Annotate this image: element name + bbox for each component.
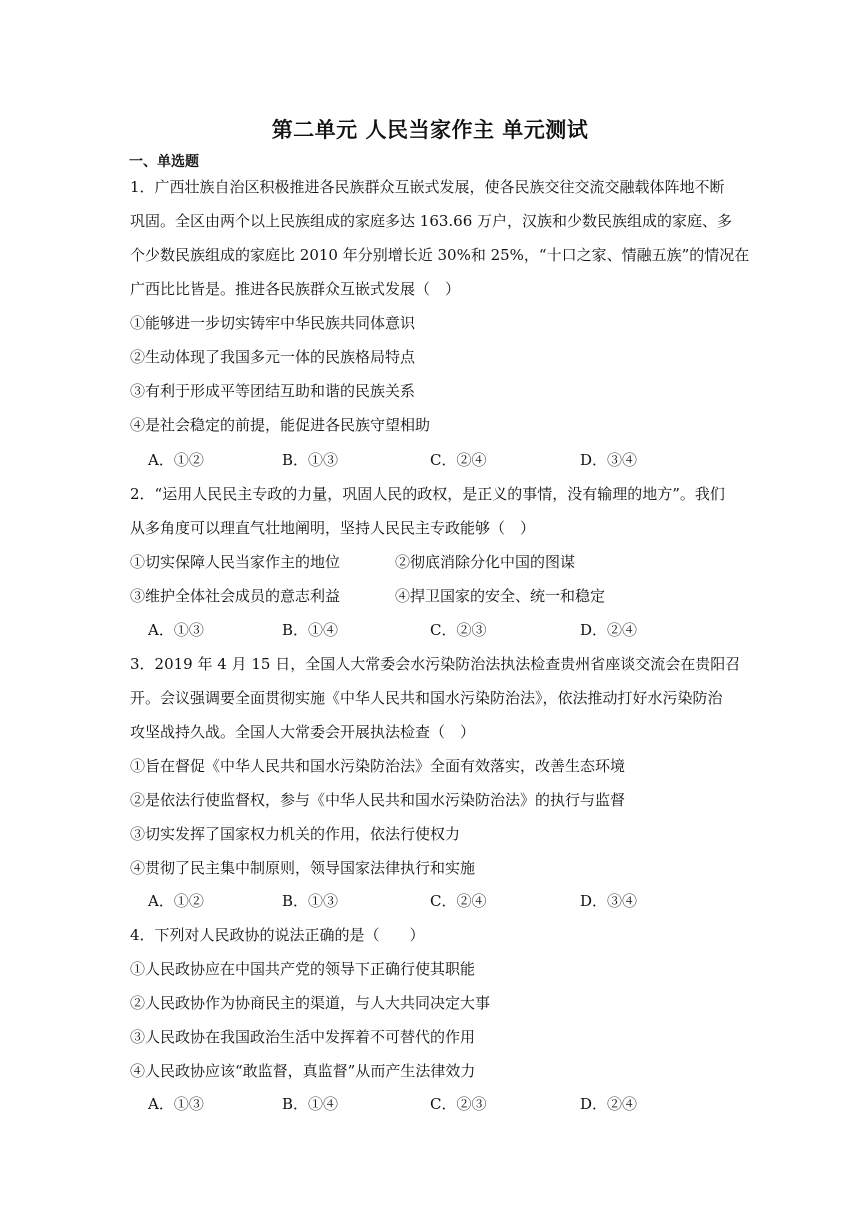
question-3-option-d[interactable]: D．③④: [580, 892, 638, 910]
question-3-item: ③切实发挥了国家权力机关的作用，依法行使权力: [130, 825, 461, 843]
question-4-item: ①人民政协应在中国共产党的领导下正确行使其职能: [130, 960, 476, 978]
question-2-item: ④捍卫国家的安全、统一和稳定: [395, 587, 606, 605]
question-2-option-c[interactable]: C．②③: [430, 621, 487, 639]
question-2-option-a[interactable]: A．①③: [148, 621, 204, 639]
page-title: 第二单元 人民当家作主 单元测试: [271, 118, 589, 142]
question-3-option-c[interactable]: C．②④: [430, 892, 487, 910]
question-2-option-d[interactable]: D．②④: [580, 621, 638, 639]
question-1-stem-line: 个少数民族组成的家庭比 2010 年分别增长近 30%和 25%，“十口之家、情融五族”的情况在: [130, 246, 750, 264]
question-3-option-a[interactable]: A．①②: [148, 892, 204, 910]
question-1-stem-line: 巩固。全区由两个以上民族组成的家庭多达 163.66 万户，汉族和少数民族组成的家庭、多: [130, 212, 733, 230]
question-4-item: ②人民政协作为协商民主的渠道，与人大共同决定大事: [130, 994, 491, 1012]
question-2-item: ②彻底消除分化中国的图谋: [395, 553, 576, 571]
question-1-item: ④是社会稳定的前提，能促进各民族守望相助: [130, 416, 431, 434]
question-2-item: ③维护全体社会成员的意志利益: [130, 587, 341, 605]
question-1-item: ②生动体现了我国多元一体的民族格局特点: [130, 348, 416, 366]
question-2-stem-line: 2．“运用人民民主专政的力量，巩固人民的政权，是正义的事情，没有输理的地方”。我们: [130, 485, 725, 503]
question-1-stem-line: 广西比比皆是。推进各民族群众互嵌式发展（ ）: [130, 280, 461, 298]
question-1-option-d[interactable]: D．③④: [580, 451, 638, 469]
question-1-option-c[interactable]: C．②④: [430, 451, 487, 469]
question-1-stem-line: 1．广西壮族自治区积极推进各民族群众互嵌式发展，使各民族交往交流交融载体阵地不断: [130, 178, 725, 196]
question-4-item: ③人民政协在我国政治生活中发挥着不可替代的作用: [130, 1028, 476, 1046]
question-4-option-c[interactable]: C．②③: [430, 1095, 487, 1113]
question-3-item: ②是依法行使监督权，参与《中华人民共和国水污染防治法》的执行与监督: [130, 791, 626, 809]
question-4-stem-line: 4．下列对人民政协的说法正确的是（ ）: [130, 926, 425, 944]
question-1-item: ③有利于形成平等团结互助和谐的民族关系: [130, 382, 416, 400]
section-heading: 一、单选题: [129, 154, 199, 170]
question-1-option-b[interactable]: B．①③: [282, 451, 339, 469]
question-2-stem-line: 从多角度可以理直气壮地阐明，坚持人民民主专政能够（ ）: [130, 519, 536, 537]
question-3-option-b[interactable]: B．①③: [282, 892, 339, 910]
question-3-stem-line: 3．2019 年 4 月 15 日，全国人大常委会水污染防治法执法检查贵州省座谈交流会在贵阳召: [130, 655, 741, 673]
question-3-item: ①旨在督促《中华人民共和国水污染防治法》全面有效落实，改善生态环境: [130, 757, 626, 775]
question-4-option-b[interactable]: B．①④: [282, 1095, 339, 1113]
question-4-option-d[interactable]: D．②④: [580, 1095, 638, 1113]
question-3-item: ④贯彻了民主集中制原则，领导国家法律执行和实施: [130, 859, 476, 877]
question-1-item: ①能够进一步切实铸牢中华民族共同体意识: [130, 314, 416, 332]
question-4-option-a[interactable]: A．①③: [148, 1095, 204, 1113]
question-2-item: ①切实保障人民当家作主的地位: [130, 553, 341, 571]
question-2-option-b[interactable]: B．①④: [282, 621, 339, 639]
question-3-stem-line: 开。会议强调要全面贯彻实施《中华人民共和国水污染防治法》，依法推动打好水污染防治: [130, 689, 723, 707]
question-4-item: ④人民政协应该“敢监督，真监督”从而产生法律效力: [130, 1062, 476, 1080]
question-1-option-a[interactable]: A．①②: [148, 451, 204, 469]
question-3-stem-line: 攻坚战持久战。全国人大常委会开展执法检查（ ）: [130, 723, 476, 741]
